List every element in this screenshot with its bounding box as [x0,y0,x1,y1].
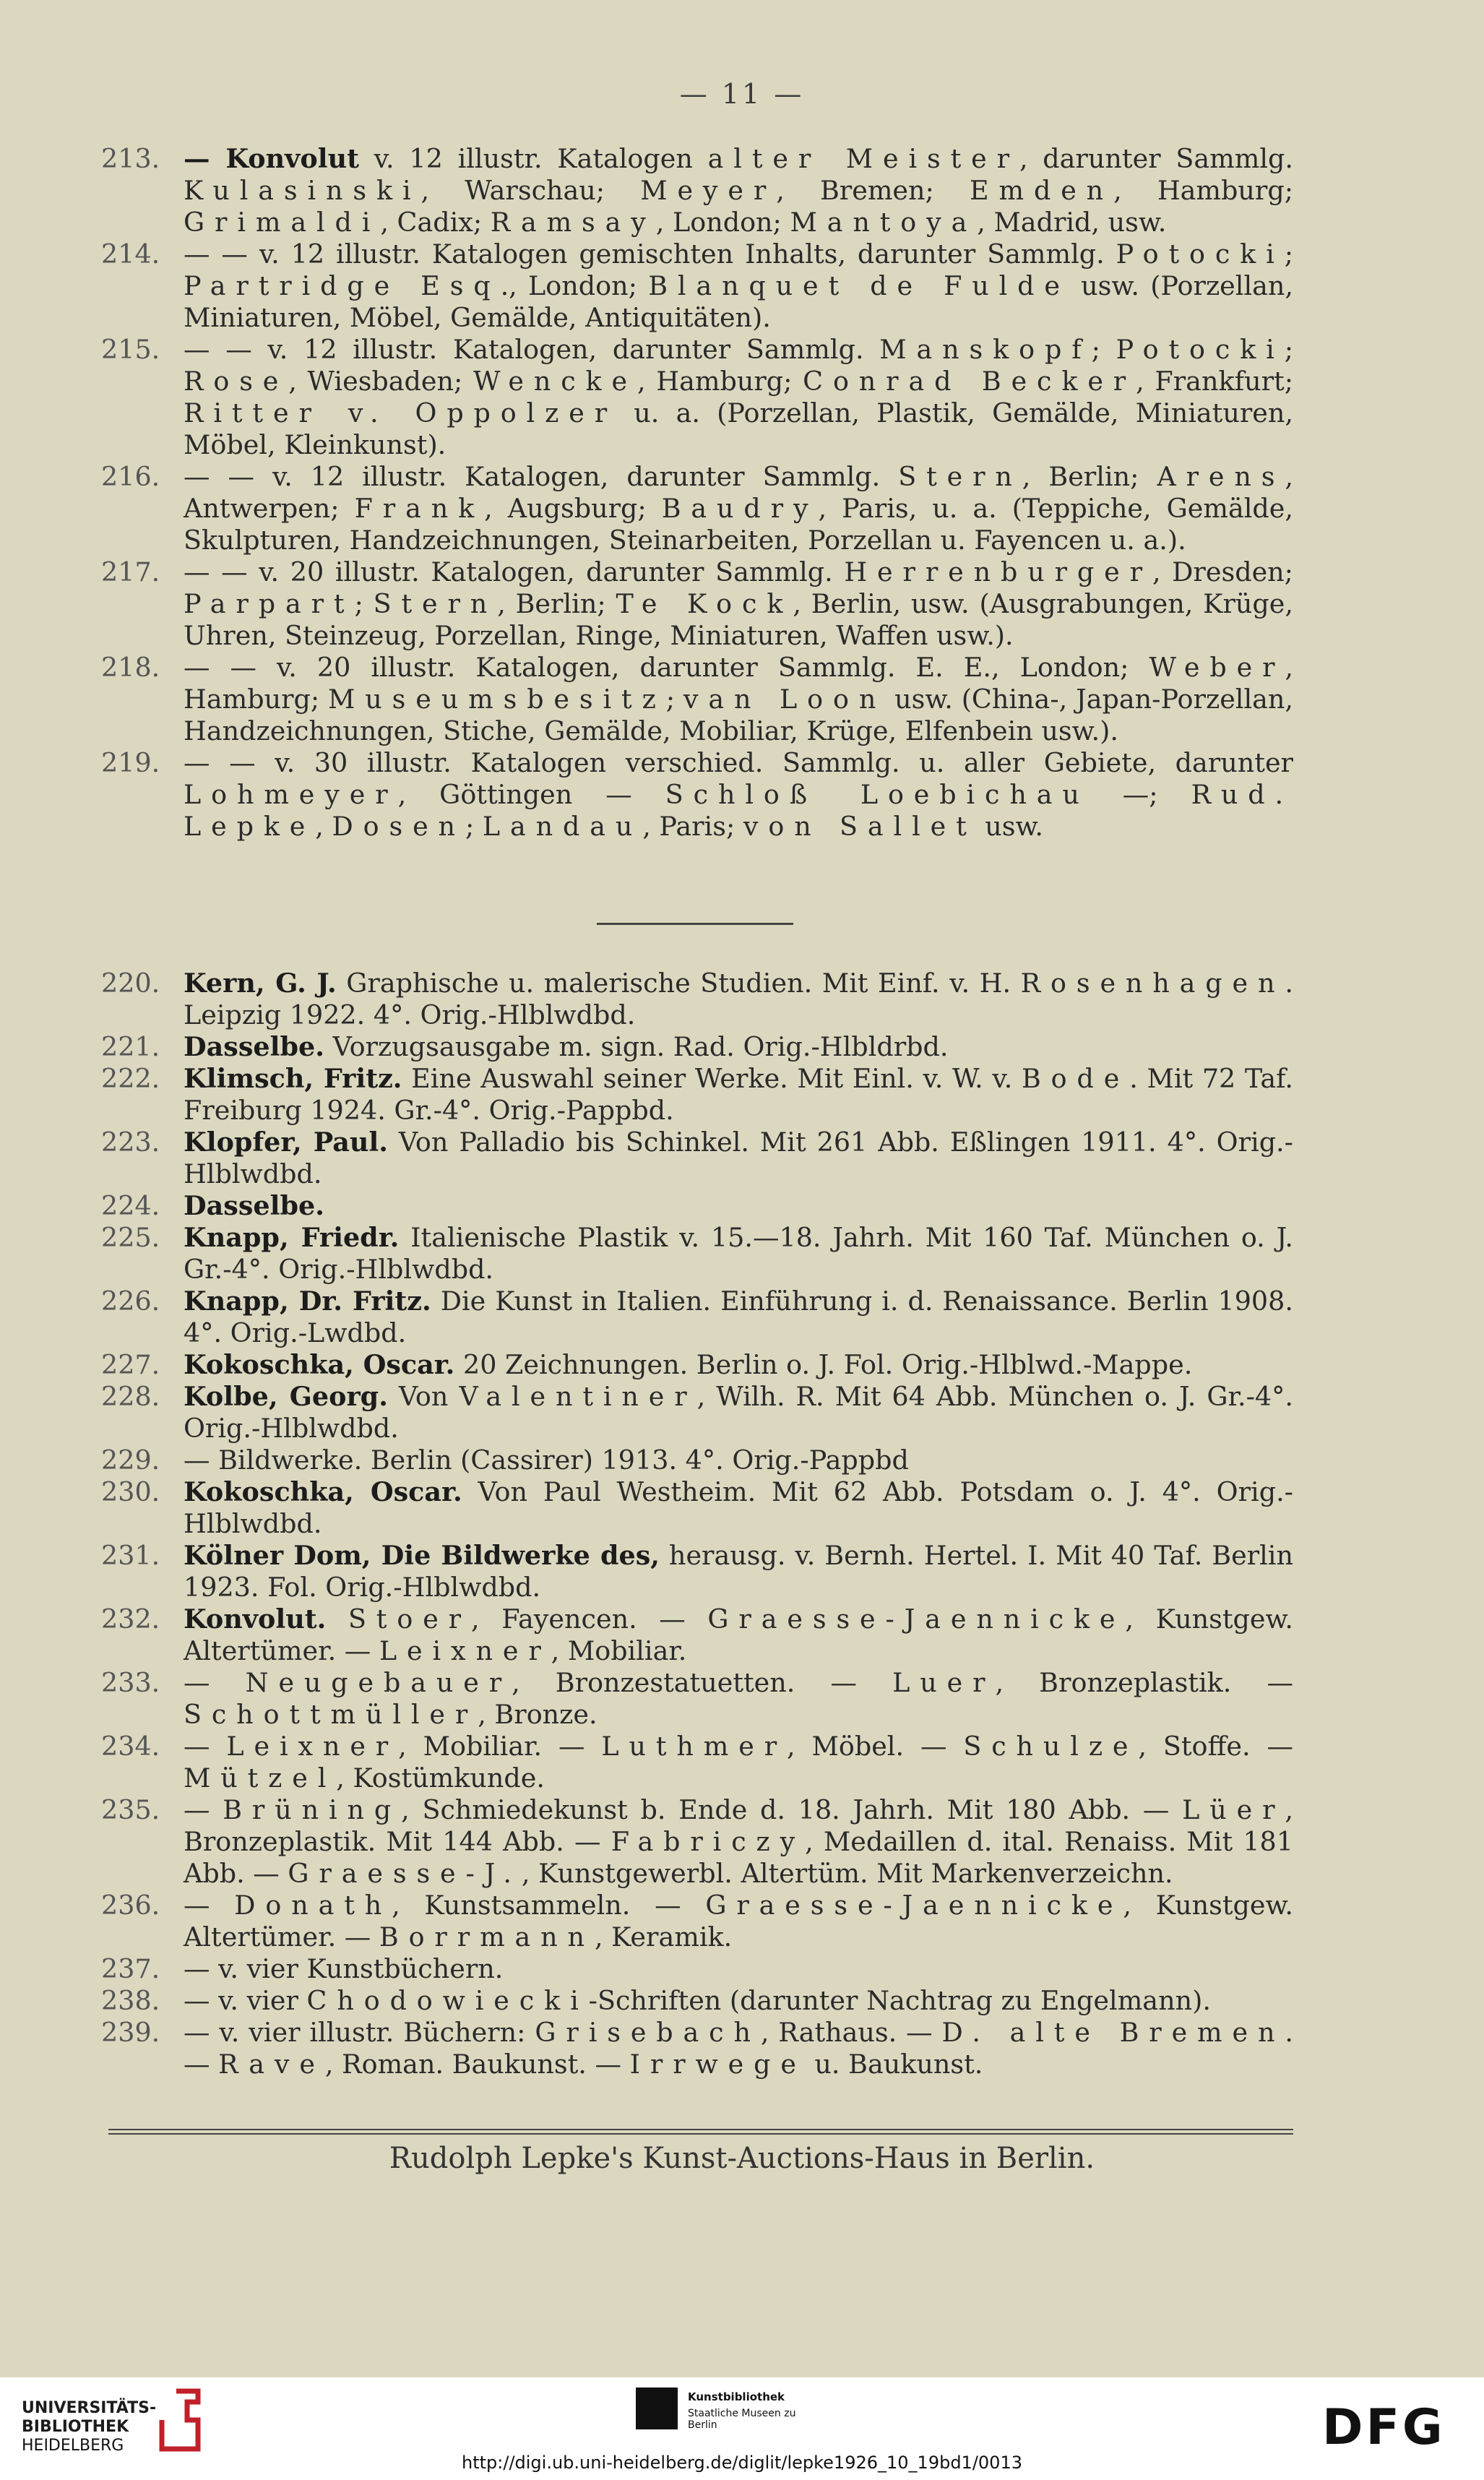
entry-text [184,1031,1293,1063]
entry-number: 237. [101,1953,160,1984]
entry-fragment: Von Paul Westheim. Mit 62 Abb. Potsdam o. J. 4°. Orig.-Hlblwdbd. [184,1476,1294,1539]
entry-fragment: u. a. (Porzellan, Plastik, Gemälde, Miniaturen, Möbel, Kleinkunst). [184,397,1293,460]
spaced-name: Schottmüller [184,1699,478,1730]
entry-fragment: Die Kunst in Italien. Einführung i. d. Renaissance. Berlin 1908. 4°. Orig.-Lwdbd. [184,1286,1293,1348]
entry-heading: Knapp, Dr. Fritz. [184,1286,431,1317]
digitization-bar [0,2377,1484,2480]
entry-heading: Dasselbe. [184,1190,324,1221]
entry-fragment: — v. vier illustr. Büchern: [184,2017,535,2048]
spaced-name: van Loon [683,684,886,715]
entry-fragment: usw. (Porzellan, Miniaturen, Möbel, Gemälde, Antiquitäten). [184,270,1293,333]
entry-number: 213. [101,143,160,174]
entry-fragment: — — v. 20 illustr. Katalogen, darunter Sammlg. [184,556,845,587]
spaced-name: D. alte Bremen [941,2017,1285,2048]
entry-text [184,1890,1293,1953]
entry-fragment: , Bronzeplastik. — [995,1667,1293,1698]
entry-fragment: , Bronzestatuetten. — [512,1667,893,1698]
entry-fragment: , Möbel. — [787,1731,964,1762]
entry-fragment: Vorzugsausgabe m. sign. Rad. Orig.-Hlbldrbd. [324,1031,949,1062]
spaced-name: Stern [898,461,1022,492]
spaced-name: Potocki [1116,238,1285,270]
entry-fragment: , Warschau; [420,175,641,206]
spaced-name: Blanquet de Fulde [648,270,1070,301]
spaced-name: Partridge Esq [184,270,501,301]
footer-rule [108,2129,1293,2135]
catalog-entry [101,238,1293,334]
catalog-entry [101,143,1293,238]
entry-fragment: — [184,1890,235,1921]
entry-number: 214. [101,238,160,270]
entry-fragment: , Kunstgew. Altertümer. — [184,1890,1293,1952]
entry-text [184,1794,1293,1890]
entry-fragment: usw. [976,811,1044,842]
entry-number: 215. [101,334,160,365]
entry-fragment: , Frankfurt; [1136,366,1293,397]
entry-fragment: — [184,1731,227,1762]
spaced-name: von Sallet [743,811,977,842]
entry-text [184,1190,1293,1222]
entry-fragment: ., London; [500,270,649,301]
entry-number: 225. [101,1222,160,1253]
entry-fragment: , London; [655,207,790,238]
entry-fragment [326,1603,348,1635]
entry-text [184,238,1293,334]
entry-text [184,334,1293,461]
entry-number: 235. [101,1794,160,1825]
spaced-name: Grisebach [535,2017,761,2048]
entry-fragment: , Kunstsammeln. — [392,1890,706,1921]
spaced-name: Meyer [640,175,777,206]
catalog-entry [101,1603,1293,1667]
entry-fragment: . — [184,2017,1293,2080]
spaced-name: Baudry [661,493,819,524]
entry-fragment: -Schriften (darunter Nachtrag zu Engelmann). [588,1985,1211,2016]
spaced-name: Graesse-J. [288,1858,522,1889]
entry-fragment: , Hamburg; [637,366,803,397]
entry-number: 221. [101,1031,160,1062]
entries-group-2 [101,968,1293,2080]
entry-fragment: ; [665,684,683,715]
catalog-entry [101,1953,1293,1985]
entry-text [184,747,1293,843]
spaced-name: Weber [1149,652,1285,683]
entry-fragment: — — v. 20 illustr. Katalogen, darunter Sammlg. E. E., London; [184,652,1149,683]
entry-number: 231. [101,1540,160,1571]
entry-fragment: , Bronzeplastik. Mit 144 Abb. — [184,1794,1293,1857]
entry-fragment: . Leipzig 1922. 4°. Orig.-Hlblwdbd. [184,968,1293,1030]
entry-fragment: Italienische Plastik v. 15.—18. Jahrh. Mit 160 Taf. München o. J. Gr.-4°. Orig.-Hlblwdbd. [184,1222,1293,1285]
source-url-link[interactable]: http://digi.ub.uni-heidelberg.de/diglit/lepke1926_10_19bd1/0013 [462,2453,1022,2473]
entry-fragment: , Kunstgew. Altertümer. — [184,1603,1293,1666]
entry-fragment: 20 Zeichnungen. Berlin o. J. Fol. Orig.-Hlblwd.-Mappe. [454,1349,1193,1380]
entry-fragment: , Paris; [642,811,743,842]
entry-number: 217. [101,556,160,587]
spaced-name: Rosenhagen [1020,968,1285,999]
entry-fragment: — [184,1794,223,1825]
entry-heading: Klopfer, Paul. [184,1127,388,1158]
entry-number: 222. [101,1063,160,1094]
spaced-name: Emden [969,175,1114,206]
entry-text [184,1222,1293,1286]
spaced-name: Schloß Loebichau [665,779,1090,810]
entry-fragment: , Schmiedekunst b. Ende d. 18. Jahrh. Mit 180 Abb. — [401,1794,1183,1825]
entry-text [184,1349,1293,1381]
entry-fragment: , Paris, u. a. (Teppiche, Gemälde, Skulpturen, Handzeichnungen, Steinarbeiten, Porzellan u. Fayencen u. a.). [184,493,1293,556]
entry-fragment: — — v. 30 illustr. Katalogen verschied. Sammlg. u. aller Gebiete, darunter [184,747,1293,778]
spaced-name: Neugebauer [245,1667,512,1698]
entry-fragment: , Wilh. R. Mit 64 Abb. München o. J. Gr.-4°. Orig.-Hlblwdbd. [184,1381,1293,1444]
entry-number: 236. [101,1890,160,1921]
university-library-logo-icon [155,2388,205,2453]
entry-fragment: . Mit 72 Taf. Freiburg 1924. Gr.-4°. Orig.-Pappbd. [184,1063,1293,1126]
spaced-name: Museumsbesitz [328,684,666,715]
entry-fragment: Eine Auswahl seiner Werke. Mit Einl. v. W. v. [402,1063,1022,1094]
entry-text [184,2017,1293,2080]
entry-fragment: Von Palladio bis Schinkel. Mit 261 Abb. Eßlingen 1911. 4°. Orig.-Hlblwdbd. [184,1127,1293,1189]
catalog-entry [101,1890,1293,1953]
spaced-name: Te Kock [616,588,793,619]
catalog-entry [101,1540,1293,1603]
catalog-entry [101,968,1293,1031]
entry-number: 219. [101,747,160,778]
spaced-name: Stern [373,588,498,619]
spaced-name: Leixner [379,1635,551,1666]
entry-fragment: , Kostümkunde. [336,1762,545,1794]
spaced-name: Wencke [473,366,638,397]
entry-fragment: , Hamburg; [184,652,1293,715]
entry-heading: Klimsch, Fritz. [184,1063,402,1094]
entry-fragment: ; [354,588,374,619]
spaced-name: Chodowiecki [306,1985,589,2016]
catalog-entry [101,1127,1293,1190]
spaced-name: Rose [184,366,289,397]
page-number: — 11 — [679,78,805,110]
catalog-entry [101,461,1293,556]
spaced-name: Landau [482,811,643,842]
entry-text [184,1953,1293,1985]
entry-number: 223. [101,1127,160,1158]
entry-fragment: — — v. 12 illustr. Katalogen, darunter Sammlg. [184,461,899,492]
entry-number: 227. [101,1349,160,1380]
entry-heading: Kokoschka, Oscar. [184,1349,455,1380]
entry-fragment: , Bremen; [776,175,970,206]
entry-text [184,1985,1293,2017]
entry-text [184,1476,1293,1540]
spaced-name: Manskopf [879,334,1092,365]
entry-text [184,1667,1293,1731]
kunstbibliothek-logo[interactable] [636,2388,824,2438]
entry-number: 233. [101,1667,160,1698]
entry-heading: Kölner Dom, Die Bildwerke des, [184,1540,660,1571]
entry-text [184,143,1293,238]
entry-text [184,1731,1293,1794]
entry-number: 232. [101,1603,160,1635]
catalog-entry [101,334,1293,461]
entry-text [184,1286,1293,1349]
section-separator [597,923,793,925]
entry-number: 234. [101,1731,160,1762]
catalog-entry [101,1667,1293,1731]
entry-number: 230. [101,1476,160,1507]
spaced-name: Kulasinski [184,175,421,206]
entry-fragment: , Augsburg; [484,493,662,524]
entry-fragment: , Medaillen d. ital. Renaiss. Mit 181 Abb. — [184,1826,1293,1889]
entry-fragment: ; [465,811,483,842]
spaced-name: Bode [1021,1063,1130,1094]
spaced-name: Parpart [184,588,355,619]
spaced-name: Herrenburger [844,556,1152,587]
entry-fragment: , Wiesbaden; [288,366,473,397]
entry-fragment: u. Baukunst. [806,2049,983,2080]
spaced-name: Brüning [223,1794,402,1825]
entry-fragment: — — v. 12 illustr. Katalogen gemischten Inhalts, darunter Sammlg. [184,238,1116,270]
catalog-entry [101,1031,1293,1063]
entry-fragment: herausg. v. Bernh. Hertel. I. Mit 40 Taf. Berlin 1923. Fol. Orig.-Hlblwdbd. [184,1540,1293,1603]
catalog-entry [101,556,1293,652]
catalog-entry [101,1794,1293,1890]
entry-fragment: , Cadix; [380,207,491,238]
catalog-entry [101,1381,1293,1444]
spaced-name: Luer [892,1667,996,1698]
entry-fragment: usw. (China-, Japan-Porzellan, Handzeichnungen, Stiche, Gemälde, Mobiliar, Krüge, Elfenbein usw.). [184,684,1294,746]
spaced-name: Mützel [184,1762,337,1794]
entry-text [184,556,1293,652]
entry-heading: Kokoschka, Oscar. [184,1476,462,1507]
entry-fragment: , Madrid, usw. [977,207,1167,238]
entry-fragment: — v. vier [184,1985,307,2016]
entry-fragment: , Berlin, usw. (Ausgrabungen, Krüge, Uhren, Steinzeug, Porzellan, Ringe, Miniaturen, Waffen usw.). [184,588,1293,651]
entry-fragment: , Roman. Baukunst. — [324,2049,630,2080]
spaced-name: Mantoya [790,207,978,238]
entry-fragment: —; [1089,779,1191,810]
entry-number: 224. [101,1190,160,1221]
uni-line-1: UNIVERSITÄTS- [22,2399,157,2417]
entry-fragment: v. 12 illustr. Katalogen [358,143,708,174]
catalog-entry [101,1286,1293,1349]
entry-fragment: , Bronze. [478,1699,598,1730]
entry-number: 229. [101,1444,160,1476]
entry-number: 218. [101,652,160,683]
entry-heading: Kolbe, Georg. [184,1381,388,1412]
entry-number: 220. [101,968,160,999]
spaced-name: alter Meister [707,143,1019,174]
entry-heading: Kern, G. J. [184,968,337,999]
entry-fragment: — Bildwerke. Berlin (Cassirer) 1913. 4°. Orig.-Pappbd [184,1444,909,1476]
entry-fragment: , Berlin; [1022,461,1157,492]
entry-fragment: , Stoffe. — [1138,1731,1294,1762]
spaced-name: Lohmeyer [184,779,398,810]
entry-text [184,652,1293,747]
entry-text [184,1063,1293,1127]
spaced-name: Valentiner [459,1381,697,1412]
catalog-entry [101,1985,1293,2017]
entry-text [184,1540,1293,1603]
entry-text [184,1444,1293,1476]
spaced-name: Dosen [332,811,465,842]
entry-heading: Dasselbe. [184,1031,324,1062]
entry-number: 226. [101,1286,160,1317]
entry-fragment: , Fayencen. — [470,1603,708,1635]
entry-fragment: , Berlin; [497,588,616,619]
catalog-entry [101,1063,1293,1127]
entry-number: 238. [101,1985,160,2016]
entry-fragment: , Mobiliar. [551,1635,687,1666]
entry-number: 239. [101,2017,160,2048]
catalog-entry [101,2017,1293,2080]
spaced-name: Irrwege [629,2049,806,2080]
entry-fragment: , Dresden; [1152,556,1293,587]
catalog-entry [101,1444,1293,1476]
spaced-name: Rud. Lepke [184,779,1293,842]
spaced-name: Frank [354,493,485,524]
kunstbibliothek-icon [636,2388,678,2429]
spaced-name: Potocki [1116,334,1285,365]
entry-text [184,461,1293,556]
university-library-logo-text[interactable] [22,2399,156,2455]
spaced-name: Grimaldi [184,207,381,238]
catalog-entry [101,1731,1293,1794]
spaced-name: Arens [1157,461,1285,492]
spaced-name: Leixner [226,1731,399,1762]
entry-fragment: , Göttingen — [397,779,665,810]
entry-fragment: — — v. 12 illustr. Katalogen, darunter Sammlg. [184,334,880,365]
footer-publisher: Rudolph Lepke's Kunst-Auctions-Haus in Berlin. [389,2142,1095,2175]
entry-fragment: , Mobiliar. — [398,1731,602,1762]
spaced-name: Fabriczy [611,1826,806,1857]
entry-fragment: — v. vier Kunstbüchern. [184,1953,504,1984]
catalog-entry [101,652,1293,747]
spaced-name: Graesse-Jaennicke [705,1890,1123,1921]
entry-heading: Konvolut. [184,1603,327,1635]
entries-group-1 [101,143,1293,843]
entry-fragment: , Keramik. [594,1921,733,1952]
entry-text [184,1603,1293,1667]
spaced-name: Conrad Becker [803,366,1136,397]
spaced-name: Borrmann [379,1921,595,1952]
entry-fragment: ; [1091,334,1116,365]
spaced-name: Schulze [963,1731,1139,1762]
entry-fragment: Von [387,1381,460,1412]
spaced-name: Luthmer [601,1731,788,1762]
catalog-entry [101,747,1293,843]
entry-text [184,968,1293,1031]
catalog-entry [101,1222,1293,1286]
entry-fragment: , Kunstgewerbl. Altertüm. Mit Markenverzeichn. [521,1858,1173,1889]
kunstbibliothek-name: Kunstbibliothek [688,2390,785,2403]
spaced-name: Ritter v. Oppolzer [184,397,618,429]
entry-fragment: , Rathaus. — [760,2017,942,2048]
entry-fragment: , [315,811,332,842]
catalog-entry [101,1190,1293,1222]
entry-fragment: Graphische u. malerische Studien. Mit Einf. v. H. [336,968,1021,999]
catalog-entry [101,1349,1293,1381]
dfg-logo[interactable]: DFG [1322,2399,1446,2456]
entry-text [184,1127,1293,1190]
spaced-name: Ramsay [490,207,656,238]
entry-fragment: , Antwerpen; [184,461,1293,524]
catalog-entry [101,1476,1293,1540]
entry-heading: Knapp, Friedr. [184,1222,400,1253]
spaced-name: Donath [234,1890,392,1921]
entry-fragment: ; [1284,238,1293,270]
entry-text [184,1381,1293,1444]
spaced-name: Graesse-Jaennicke [707,1603,1126,1635]
entry-heading: — Konvolut [184,143,359,174]
spaced-name: Lüer [1182,1794,1285,1825]
entry-number: 228. [101,1381,160,1412]
uni-line-3: HEIDELBERG [22,2437,124,2455]
spaced-name: Stoer [348,1603,471,1635]
kunstbibliothek-subtitle: Staatliche Museen zu Berlin [688,2408,796,2431]
uni-line-2: BIBLIOTHEK [22,2418,129,2436]
entry-fragment: — [184,1667,246,1698]
entry-fragment: , Hamburg; [1113,175,1293,206]
entry-fragment: , darunter Sammlg. [1019,143,1293,174]
spaced-name: Rave [218,2049,325,2080]
entry-fragment: ; [1284,334,1293,365]
entry-number: 216. [101,461,160,492]
